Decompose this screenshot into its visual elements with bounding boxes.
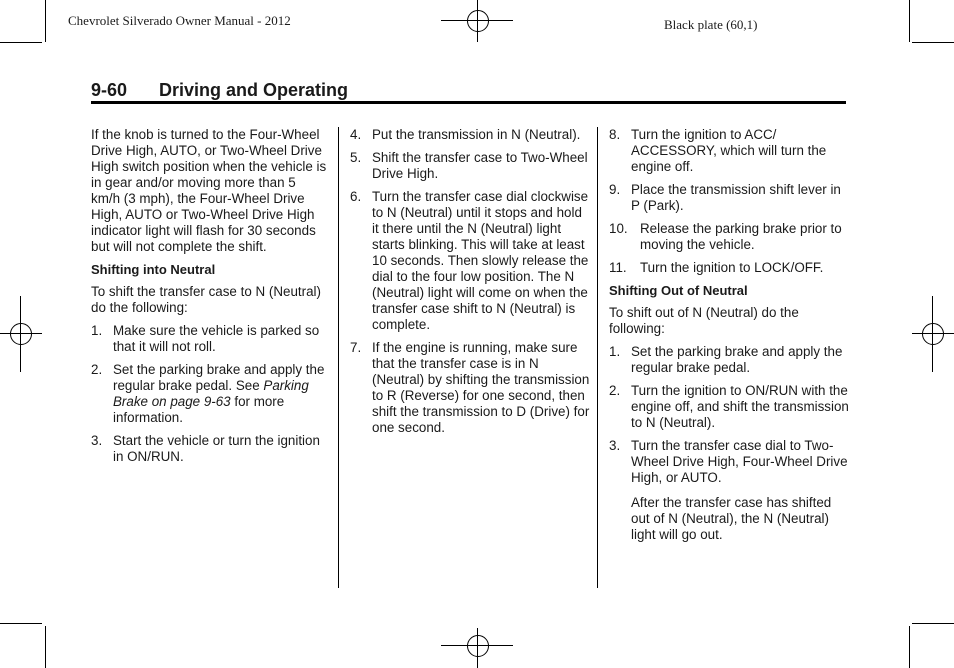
step-number: 9. bbox=[609, 182, 621, 197]
list-item bbox=[350, 150, 590, 182]
step-number: 10. bbox=[609, 221, 628, 236]
heading-rule bbox=[91, 101, 846, 104]
step-number: 2. bbox=[91, 362, 103, 377]
crop-mark bbox=[912, 623, 954, 624]
list-item bbox=[350, 189, 590, 333]
step-number: 11. bbox=[609, 260, 627, 275]
note-paragraph: After the transfer case has shifted out of N (Neutral), the N (Neutral) light will go out. bbox=[631, 495, 832, 542]
section-title: Driving and Operating bbox=[159, 80, 349, 100]
list-item bbox=[609, 383, 849, 431]
column-3 bbox=[609, 127, 849, 550]
list-item bbox=[609, 182, 849, 214]
step-number: 6. bbox=[350, 189, 362, 204]
registration-mark-right bbox=[912, 296, 954, 372]
subheading-shifting-into-neutral: Shifting into Neutral bbox=[91, 262, 216, 277]
step-text: Shift the transfer case to Two-Wheel Drive High. bbox=[372, 150, 588, 181]
step-text: Turn the transfer case dial clockwise to N (Neutral) until it stops and hold it there until the N (Neutral) light starts blinking. This will take at least 10 seconds. Then slowly release the dial to the four low position. The N (Neutral) light will come on when the transfer case shift to N (Neutral) is complete. bbox=[372, 189, 589, 332]
list-item bbox=[609, 127, 849, 175]
section-heading bbox=[91, 80, 348, 101]
step-text-after: for more information. bbox=[113, 394, 285, 425]
step-text: If the engine is running, make sure that the transfer case is in N (Neutral) by shifting the transmission to R (Reverse) for one second, then shift the transmission to D (Drive) for one second. bbox=[372, 340, 590, 435]
list-item bbox=[609, 438, 849, 486]
step-text: Set the parking brake and apply the regular brake pedal. See bbox=[113, 362, 325, 393]
step-number: 3. bbox=[91, 433, 103, 448]
step-number: 8. bbox=[609, 127, 621, 142]
step-number: 1. bbox=[609, 344, 621, 359]
crop-mark bbox=[45, 626, 46, 668]
step-number: 4. bbox=[350, 127, 362, 142]
step-text: Turn the ignition to LOCK/OFF. bbox=[640, 260, 824, 275]
step-number: 2. bbox=[609, 383, 621, 398]
intro-paragraph: If the knob is turned to the Four-Wheel Drive High, AUTO, or Two-Wheel Drive High switch position when the vehicle is in gear and/or moving more than 5 km/h (3 mph), the Four-Wheel Drive High, AUTO or Two-Wheel Drive High indicator light will flash for 30 seconds but will not complete the shift. bbox=[91, 127, 327, 254]
list-item bbox=[350, 340, 590, 436]
step-text: Place the transmission shift lever in P (Park). bbox=[631, 182, 841, 213]
step-number: 1. bbox=[91, 323, 103, 338]
column-1 bbox=[91, 127, 327, 472]
lead-paragraph: To shift out of N (Neutral) do the following: bbox=[609, 305, 799, 336]
registration-mark-top bbox=[441, 0, 513, 42]
manual-title: Chevrolet Silverado Owner Manual - 2012 bbox=[68, 13, 291, 28]
column-divider bbox=[597, 127, 598, 588]
step-number: 7. bbox=[350, 340, 362, 355]
lead-paragraph: To shift the transfer case to N (Neutral) do the following: bbox=[91, 284, 321, 315]
step-text: Turn the transfer case dial to Two-Wheel Drive High, Four-Wheel Drive High, or AUTO. bbox=[631, 438, 848, 485]
registration-mark-left bbox=[0, 296, 42, 372]
crop-mark bbox=[912, 42, 954, 43]
list-item bbox=[609, 260, 849, 276]
list-item bbox=[91, 323, 327, 355]
page-number: 9-60 bbox=[91, 80, 128, 100]
subheading-shifting-out-of-neutral: Shifting Out of Neutral bbox=[609, 283, 748, 298]
crop-mark bbox=[909, 626, 910, 668]
crop-mark bbox=[909, 0, 910, 42]
list-item bbox=[609, 221, 849, 253]
step-text: Turn the ignition to ACC/ ACCESSORY, which will turn the engine off. bbox=[631, 127, 827, 174]
cross-reference-link[interactable]: Parking Brake on page 9-63 bbox=[113, 378, 309, 409]
column-divider bbox=[338, 127, 339, 588]
plate-info: Black plate (60,1) bbox=[664, 17, 758, 32]
crop-mark bbox=[45, 0, 46, 42]
step-number: 3. bbox=[609, 438, 621, 453]
step-text: Set the parking brake and apply the regular brake pedal. bbox=[631, 344, 843, 375]
step-text: Start the vehicle or turn the ignition in ON/RUN. bbox=[113, 433, 320, 464]
crop-mark bbox=[0, 623, 42, 624]
list-item bbox=[350, 127, 590, 143]
list-item bbox=[609, 344, 849, 376]
step-text-block bbox=[113, 362, 327, 426]
step-text: Turn the ignition to ON/RUN with the engine off, and shift the transmission to N (Neutral). bbox=[631, 383, 849, 430]
step-text: Put the transmission in N (Neutral). bbox=[372, 127, 581, 142]
step-text: Release the parking brake prior to moving the vehicle. bbox=[640, 221, 842, 252]
step-text: Make sure the vehicle is parked so that it will not roll. bbox=[113, 323, 320, 354]
step-number: 5. bbox=[350, 150, 362, 165]
list-item bbox=[91, 433, 327, 465]
column-2 bbox=[350, 127, 590, 443]
registration-mark-bottom bbox=[441, 628, 513, 668]
list-item bbox=[91, 362, 327, 426]
crop-mark bbox=[0, 42, 42, 43]
